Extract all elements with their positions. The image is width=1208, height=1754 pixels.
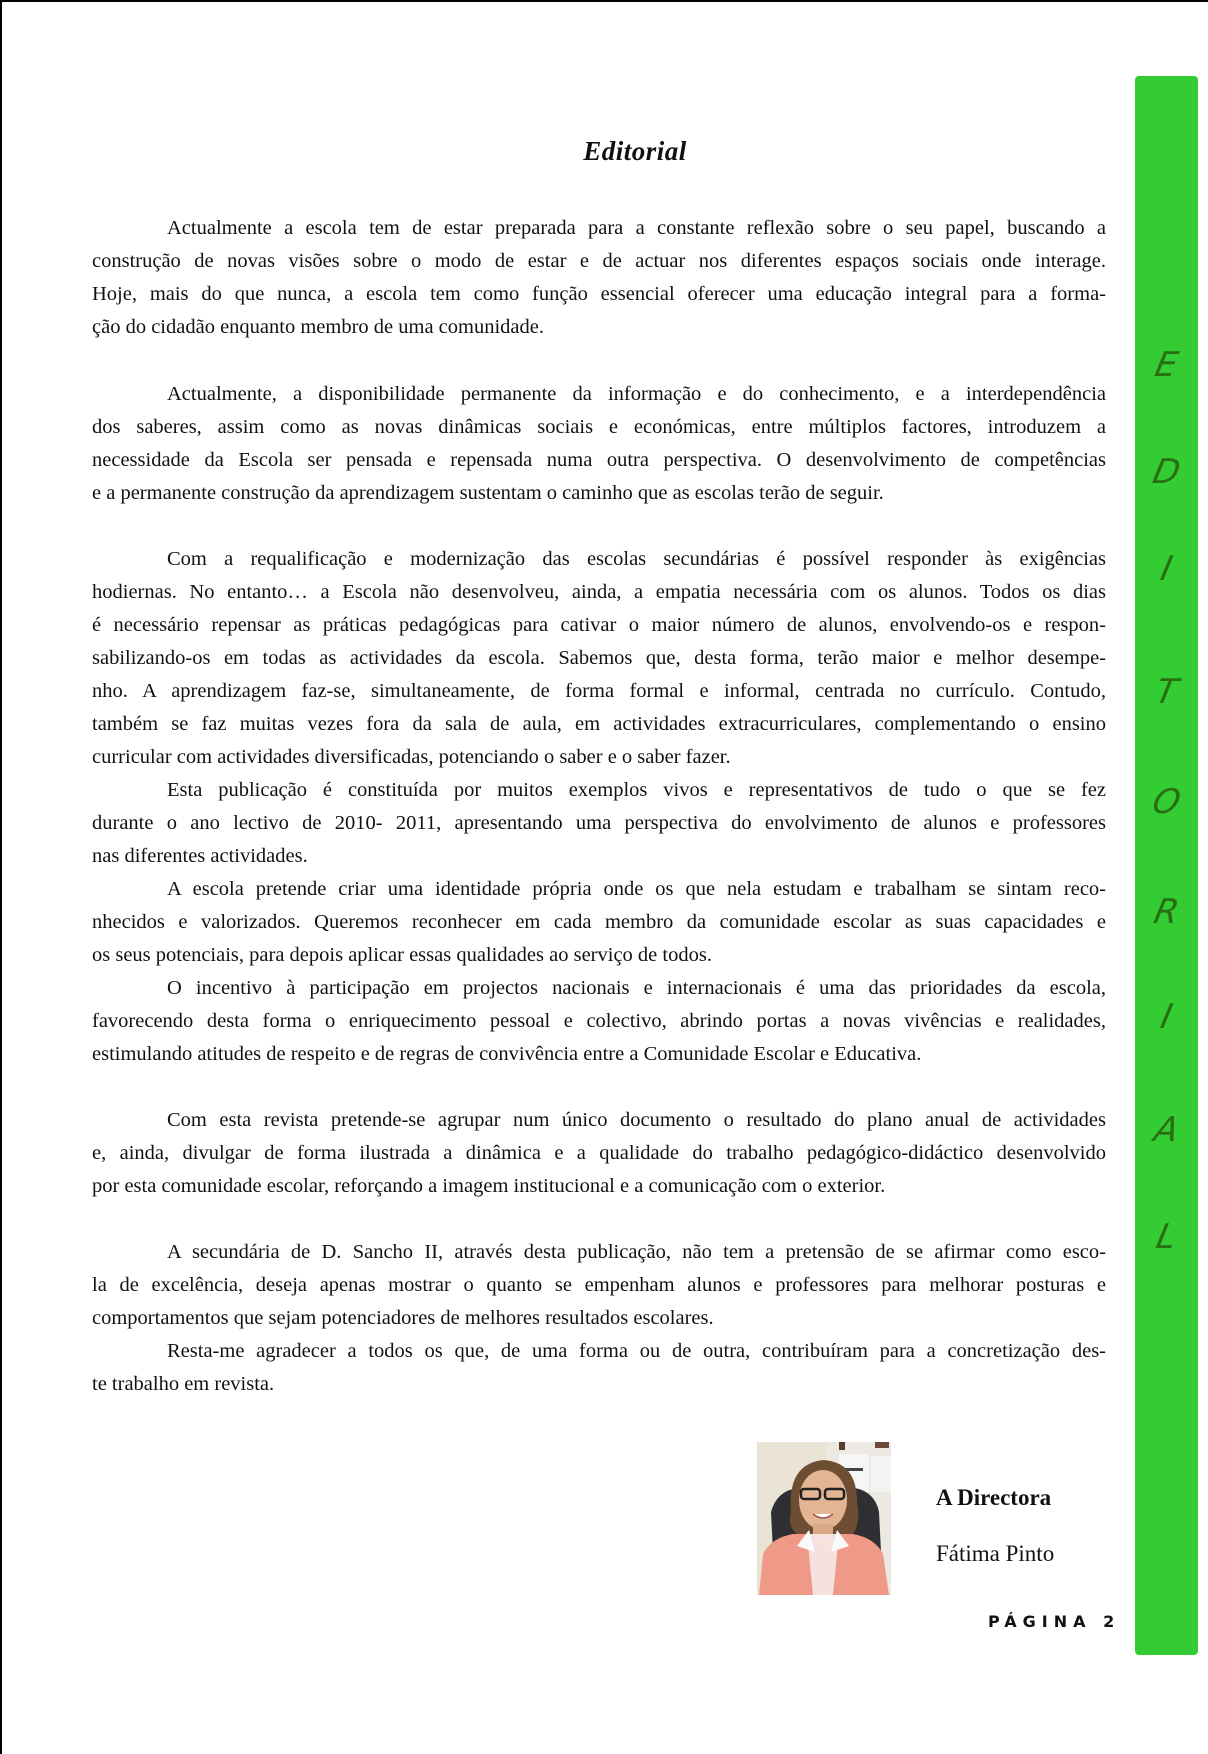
paragraph-line: nas diferentes actividades. [92,845,308,867]
page-title: Editorial [583,136,687,166]
paragraph-line: é necessário repensar as práticas pedagógicas para cativar o maior número de alunos, envolvendo-os e respon- [92,614,1106,636]
page-border-top [0,0,1208,2]
signature-role: A Directora [936,1485,1052,1510]
sidebar-letter: I [1157,549,1176,589]
paragraph-line: O incentivo à participação em projectos nacionais e internacionais é uma das prioridades da escola, [167,977,1106,999]
paragraph-line: favorecendo desta forma o enriquecimento pessoal e colectivo, abrindo portas a novas vivências e realidades, [92,1010,1106,1032]
paragraph-line: sabilizando-os em todas as actividades da escola. Sabemos que, desta forma, terão maior e melhor desempe- [92,647,1106,669]
sidebar-letter: L [1152,1217,1181,1257]
sidebar-letter: A [1150,1110,1183,1150]
paragraph-line: ção do cidadão enquanto membro de uma comunidade. [92,316,544,338]
paragraph-line: e a permanente construção da aprendizagem sustentam o caminho que as escolas terão de seguir. [92,482,884,504]
photo-notice-line [845,1468,863,1471]
paragraph-line: A secundária de D. Sancho II, através desta publicação, não tem a pretensão de se afirmar como esco- [167,1241,1106,1263]
portrait-photo [757,1442,891,1595]
sidebar-banner [1135,76,1198,1655]
signature-name: Fátima Pinto [936,1541,1055,1566]
paragraph-line: Resta-me agradecer a todos os que, de uma forma ou de outra, contribuíram para a concretização des- [167,1340,1106,1362]
sidebar-letter: D [1149,452,1184,492]
paragraph-line: estimulando atitudes de respeito e de regras de convivência entre a Comunidade Escolar e Educativa. [92,1043,922,1065]
paragraph-line: nho. A aprendizagem faz-se, simultaneamente, de forma formal e informal, centrada no currículo. Contudo, [92,680,1106,702]
paragraph-line: A escola pretende criar uma identidade própria onde os que nela estudam e trabalham se sintam reco- [167,878,1106,900]
page-number: PÁGINA 2 [988,1612,1121,1631]
paragraph-line: por esta comunidade escolar, reforçando a imagem institucional e a comunicação com o exterior. [92,1175,886,1197]
sidebar-letter: O [1148,782,1185,822]
sidebar-letter: I [1157,997,1176,1037]
paragraph-line: la de excelência, deseja apenas mostrar o quanto se empenham alunos e professores para melhorar posturas e [92,1274,1106,1296]
paragraph-line: dos saberes, assim como as novas dinâmicas sociais e económicas, entre múltiplos factores, introduzem a [92,416,1106,438]
paragraph-line: Esta publicação é constituída por muitos exemplos vivos e representativos de tudo o que se fez [167,779,1106,801]
paragraph-line: Com esta revista pretende-se agrupar num único documento o resultado do plano anual de actividades [167,1109,1106,1131]
paragraph-line: também se faz muitas vezes fora da sala de aula, em actividades extracurriculares, complementando o ensino [92,713,1106,735]
paragraph-line: os seus potenciais, para depois aplicar essas qualidades ao serviço de todos. [92,944,712,966]
paragraph-line: Actualmente a escola tem de estar preparada para a constante reflexão sobre o seu papel, buscando a [167,217,1106,239]
sidebar-letter: T [1151,672,1182,712]
paragraph-line: te trabalho em revista. [92,1373,275,1395]
paragraph-line: comportamentos que sejam potenciadores de melhores resultados escolares. [92,1307,714,1329]
paragraph-line: necessidade da Escola ser pensada e repensada numa outra perspectiva. O desenvolvimento de competências [92,449,1106,471]
photo-frame-2 [839,1442,845,1450]
page-border-left [0,0,2,1754]
photo-notice-paper-2 [871,1456,891,1492]
sidebar-letter: E [1151,345,1182,385]
paragraph-line: nhecidos e valorizados. Queremos reconhecer em cada membro da comunidade escolar as suas capacidades e [92,911,1106,933]
photo-frame [875,1442,889,1448]
paragraph-line: construção de novas visões sobre o modo de estar e de actuar nos diferentes espaços sociais onde interage. [92,250,1106,272]
paragraph-line: durante o ano lectivo de 2010- 2011, apresentando uma perspectiva do envolvimento de alunos e professores [92,812,1106,834]
sidebar-letter: R [1150,892,1183,932]
paragraph-line: Actualmente, a disponibilidade permanente da informação e do conhecimento, e a interdependência [167,383,1106,405]
paragraph-line: curricular com actividades diversificadas, potenciando o saber e o saber fazer. [92,746,731,768]
paragraph-line: hodiernas. No entanto… a Escola não desenvolveu, ainda, a empatia necessária com os alunos. Todos os dias [92,581,1106,603]
paragraph-line: Hoje, mais do que nunca, a escola tem como função essencial oferecer uma educação integral para a forma- [92,283,1106,305]
paragraph-line: e, ainda, divulgar de forma ilustrada a dinâmica e a qualidade do trabalho pedagógico-didáctico desenvolvido [92,1142,1106,1164]
paragraph-line: Com a requalificação e modernização das escolas secundárias é possível responder às exigências [167,548,1106,570]
